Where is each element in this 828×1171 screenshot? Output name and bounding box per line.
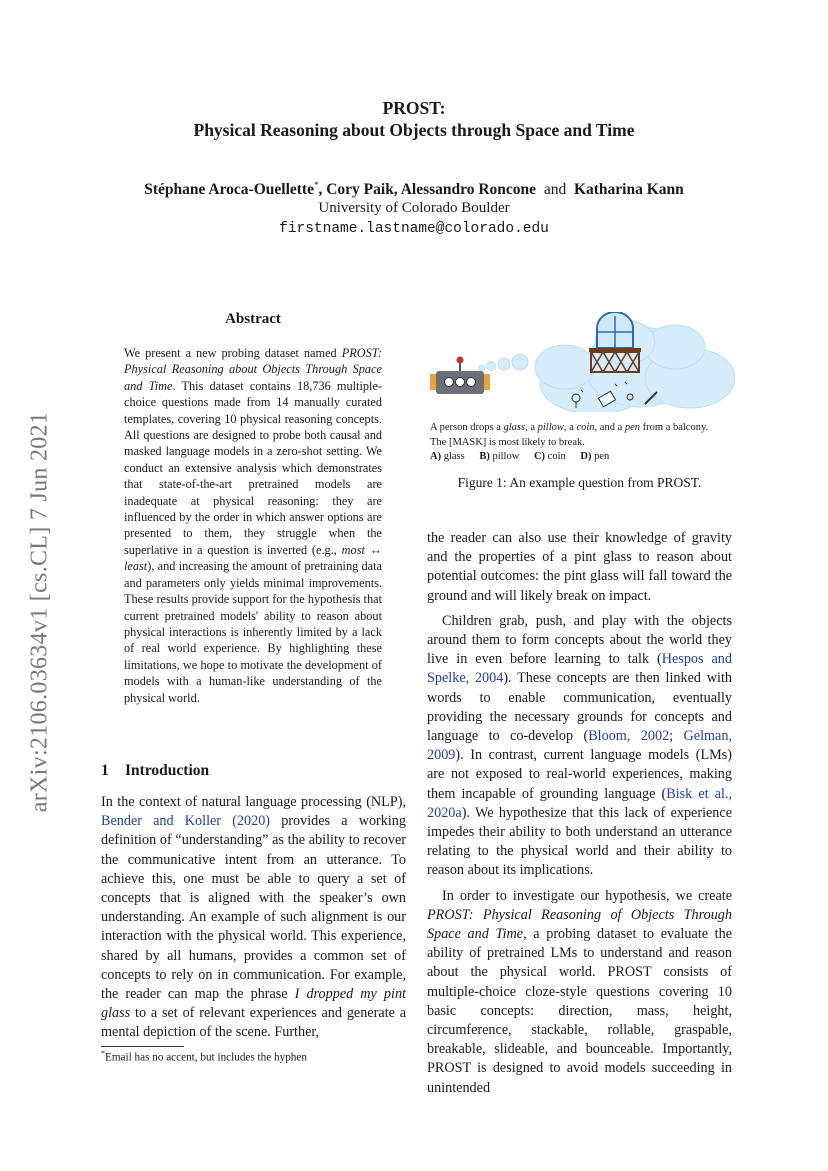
option-b-value: pillow: [492, 451, 520, 462]
figure-options: [430, 450, 735, 465]
robot-icon: [430, 357, 490, 395]
footnote: [101, 1049, 307, 1064]
author-1: Stéphane Aroca-Ouellette: [144, 181, 314, 199]
figure-1-illustration: [425, 312, 735, 412]
option-b: [479, 451, 519, 462]
option-d: [580, 451, 609, 462]
intro-paragraph-2: [427, 612, 732, 881]
intro-text-2: provides a working definition of “understanding” as the ability to recover the communicative intent from an utterance. To achieve this, one must be able to query a set of concepts that is aligned with the speaker’s own understanding. An example of such alignment is our interaction with the physical world. This experience, shared by all humans, provides a common set of concepts to rely on in communication. For example, the reader can map the phrase: [101, 813, 406, 1003]
figure-question-line1: [430, 421, 735, 436]
figure-1-svg: [425, 312, 735, 412]
fig-object-pillow: pillow: [537, 422, 564, 433]
citation-hespos-spelke[interactable]: Hespos and Spelke, 2004: [427, 651, 732, 687]
author-1-footnote-mark: *: [313, 180, 319, 190]
fig-object-pen: pen: [624, 422, 641, 433]
option-b-key: B): [479, 451, 490, 462]
fig-text-4: , and a: [594, 422, 625, 433]
figure-1-caption: Figure 1: An example question from PROST.: [457, 475, 702, 490]
r3-text-b: , a probing dataset to evaluate the ability of pretrained LMs to understand and reason about the physical world. PROST consists of multiple-choice cloze-style questions covering 10 basic concepts: direction, mass, height, circumference, stackable, rollable, graspable, breakable, slideable, and bounceable. Importantly, PROST is designed to avoid models succeeding in unintended: [427, 926, 732, 1096]
r2-text-e: ). We hypothesize that this lack of experience impedes their ability to both understand an utterance relating to the physical world and their ability to reason about its implications.: [427, 804, 732, 879]
section-title: Introduction: [125, 762, 210, 779]
paper-title-line1: PROST:: [382, 98, 446, 118]
r2-text-b: ). These concepts are then linked with words to enable communication, eventually providing the necessary grounds for concepts and language to co-develop (: [427, 670, 732, 745]
arxiv-sidebar: [0, 0, 80, 1171]
fig-text-1: A person drops a: [430, 422, 504, 433]
r3-dataset-name: PROST: Physical Reasoning of Objects Through Space and Time: [427, 906, 732, 943]
paper-title-line2: Physical Reasoning about Objects through Space and Time: [193, 120, 635, 140]
fig-object-glass: glass: [503, 422, 526, 433]
author-last: Katharina Kann: [573, 181, 684, 199]
r2-text-d: ). In contrast, current language models (LMs) are not exposed to real-world experiences, making them incapable of grounding language (: [427, 747, 732, 802]
abstract-example: most ↔ least: [124, 542, 382, 574]
intro-paragraph-continued: the reader can also use their knowledge of gravity and the properties of a pint glass to reason about potential outcomes: the pint glass will fall toward the ground and will likely break on impact.: [427, 530, 732, 604]
fig-object-coin: coin: [576, 422, 595, 433]
arxiv-id: arXiv:2106.03634v1 [cs.CL] 7 Jun 2021: [26, 411, 53, 813]
r3-text-a: In order to investigate our hypothesis, we create: [442, 887, 732, 904]
authors-and: and: [543, 181, 567, 199]
fig-text-2: , a: [525, 422, 538, 433]
authors-2: , Cory Paik, Alessandro Roncone: [318, 181, 537, 199]
footnote-mark: *: [101, 1049, 105, 1058]
citation-gelman[interactable]: Gelman, 2009: [427, 728, 732, 764]
option-d-key: D): [580, 451, 592, 462]
intro-text-3: to a set of relevant experiences and generate a mental depiction of the scene. Further,: [101, 1005, 406, 1041]
section-number: 1: [101, 762, 109, 779]
fig-text-3: , a: [563, 422, 577, 433]
abstract-text-3: ), and increasing the amount of pretraining data and parameters only yields minimal improvements. These results provide support for the hypothesis that current pretrained models' ability to reason about physical interactions is inherently limited by a lack of real world experience. By highlighting these limitations, we hope to motivate the development of models with a human-like understanding of the physical world.: [124, 559, 382, 705]
affiliation: University of Colorado Boulder: [318, 200, 510, 216]
citation-bisk[interactable]: Bisk et al., 2020a: [427, 785, 732, 821]
email: firstname.lastname@colorado.edu: [279, 221, 549, 237]
intro-left-column: [101, 793, 406, 1049]
abstract-heading: Abstract: [225, 311, 281, 327]
option-c-key: C): [533, 451, 546, 462]
figure-question-line2: The [MASK] is most likely to break.: [430, 436, 585, 448]
footnote-text: Email has no accent, but includes the hyphen: [105, 1051, 307, 1064]
intro-right-column: [427, 529, 732, 1104]
citation-bender-koller[interactable]: Bender and Koller (2020): [101, 813, 271, 830]
intro-example-phrase: I dropped my pint glass: [101, 986, 406, 1022]
option-a-key: A): [430, 451, 442, 462]
abstract-dataset-name: PROST: Physical Reasoning about Objects Through Space and Time: [124, 346, 382, 393]
r2-text-c: ;: [669, 728, 684, 745]
footnote-rule: [101, 1046, 184, 1047]
abstract-text-2: . This dataset contains 18,736 multiple-choice questions made from 14 manually curated templates, covering 10 physical reasoning concepts. All questions are designed to probe both causal and masked language models in a zero-shot setting. We conduct an extensive analysis which demonstrates that state-of-the-art pretrained models are inadequate at physical reasoning: they are influenced by the order in which answer options are presented to them, they struggle when the superlative in a question is inverted (e.g.,: [124, 378, 382, 557]
option-c: [534, 451, 566, 462]
fig-text-5: from a balcony.: [640, 422, 709, 433]
option-a: [430, 451, 465, 462]
intro-paragraph-3: [427, 887, 732, 1098]
citation-bloom[interactable]: Bloom, 2002: [588, 728, 670, 745]
option-a-value: glass: [443, 451, 465, 462]
figure-1-question: [430, 421, 735, 465]
section-heading: [101, 762, 209, 780]
author-list: [0, 180, 828, 199]
option-c-value: coin: [547, 451, 566, 462]
abstract-body: [124, 345, 382, 706]
intro-text-1: In the context of natural language processing (NLP),: [101, 794, 406, 810]
intro-paragraph-1: [101, 793, 406, 1043]
option-d-value: pen: [594, 451, 610, 462]
abstract-text-1: We present a new probing dataset named: [124, 346, 337, 360]
r2-text-a: Children grab, push, and play with the objects around them to form concepts about the world they live in even before learning to talk (: [427, 612, 732, 668]
